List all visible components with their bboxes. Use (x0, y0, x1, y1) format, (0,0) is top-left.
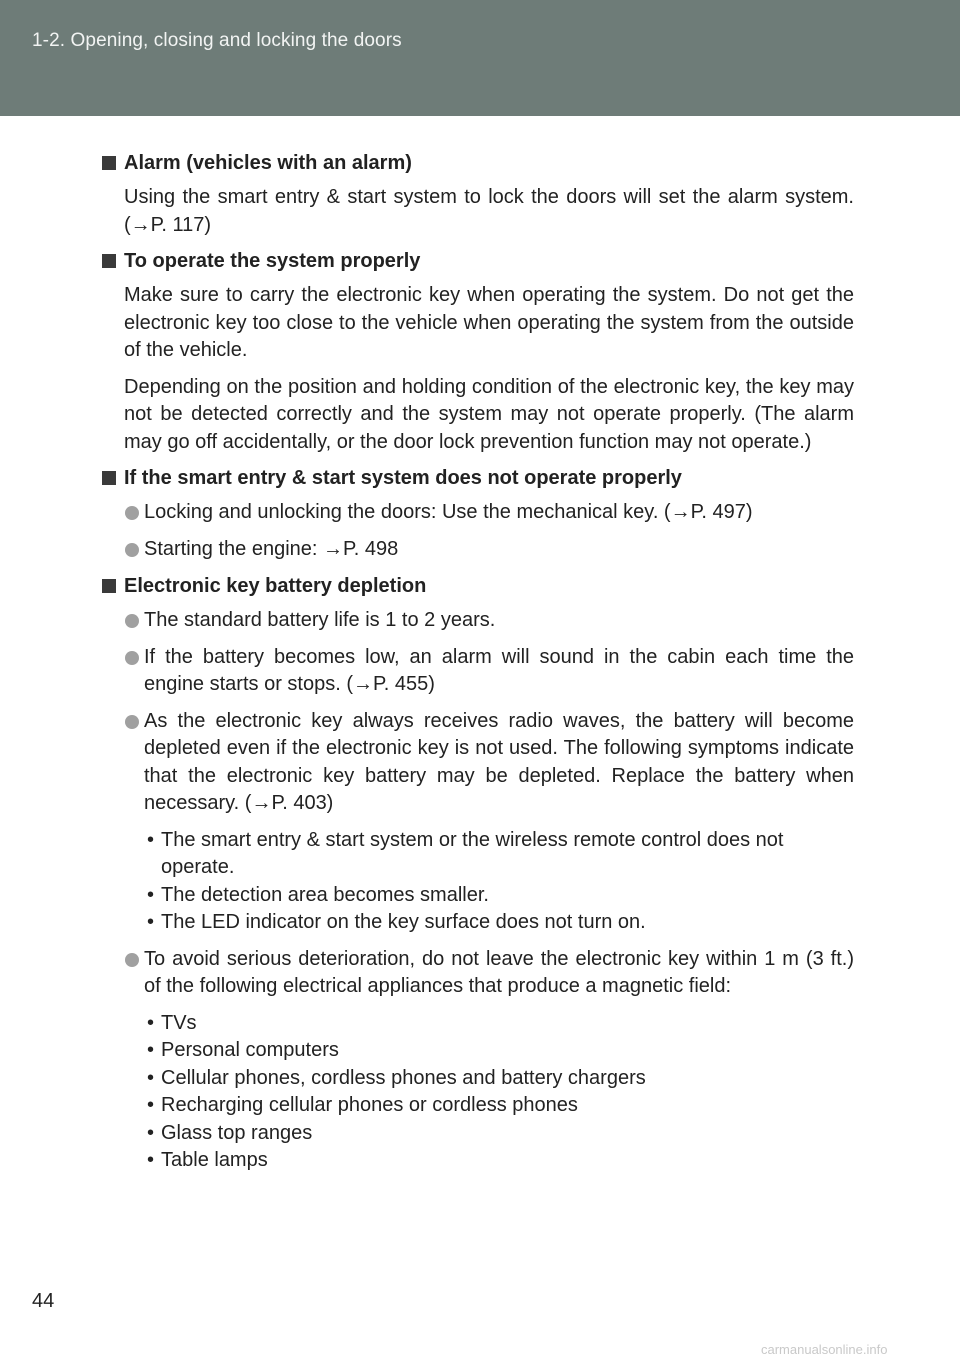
section-heading-text: Electronic key battery depletion (124, 575, 427, 597)
list-item (124, 708, 854, 818)
dot-bullet-icon: • (147, 1011, 155, 1034)
list-item-text: The standard battery life is 1 to 2 years. (144, 609, 496, 631)
symptom-text: The detection area becomes smaller. (161, 883, 489, 906)
appliance-list (144, 1010, 854, 1175)
list-item (124, 607, 854, 635)
symptom-text: The LED indicator on the key surface does not turn on. (161, 911, 646, 933)
symptom-item (144, 827, 854, 882)
appliance-text: Table lamps (161, 1149, 268, 1171)
appliance-text: Glass top ranges (161, 1121, 313, 1144)
page-content (102, 149, 854, 1184)
list-item (124, 536, 854, 564)
list-item (124, 644, 854, 699)
chapter-title: 1-2. Opening, closing and locking the doors (32, 30, 402, 51)
square-bullet-icon (102, 156, 116, 170)
dot-bullet-icon: • (147, 883, 155, 906)
section-heading-text: If the smart entry & start system does not operate properly (124, 467, 682, 489)
appliance-text: TVs (161, 1011, 197, 1034)
section-heading-not-operate (102, 464, 854, 492)
appliance-text: Recharging cellular phones or cordless phones (161, 1094, 578, 1116)
appliance-item (144, 1120, 854, 1148)
list-item-text: Starting the engine: →P. 498 (144, 537, 399, 560)
round-bullet-icon (125, 715, 139, 729)
dot-bullet-icon: • (147, 1094, 155, 1116)
appliance-item (144, 1010, 854, 1038)
dot-bullet-icon: • (147, 1149, 155, 1171)
dot-bullet-icon: • (147, 1039, 155, 1061)
page-number: 44 (32, 1290, 55, 1312)
appliance-item (144, 1092, 854, 1120)
appliance-item (144, 1037, 854, 1065)
round-bullet-icon (125, 543, 139, 557)
round-bullet-icon (125, 651, 139, 665)
list-item-text: If the battery becomes low, an alarm will sound in the cabin each time the engine starts or stops. (→P. 455) (144, 645, 854, 695)
paragraph: Using the smart entry & start system to lock the doors will set the alarm system. (→P. 117) (124, 186, 854, 236)
square-bullet-icon (102, 579, 116, 593)
dot-bullet-icon: • (147, 1066, 155, 1089)
list-item (124, 946, 854, 1001)
section-heading-alarm (102, 149, 854, 177)
symptom-text: The smart entry & start system or the wireless remote control does not operate. (161, 828, 784, 878)
symptom-list (144, 827, 854, 937)
round-bullet-icon (125, 953, 139, 967)
list-item (124, 499, 854, 527)
chapter-header-band (0, 0, 960, 116)
square-bullet-icon (102, 254, 116, 268)
dot-bullet-icon: • (147, 911, 155, 933)
list-item-text: Locking and unlocking the doors: Use the mechanical key. (→P. 497) (144, 501, 753, 523)
watermark: carmanualsonline.info (761, 1342, 888, 1357)
dot-bullet-icon: • (147, 1121, 155, 1144)
appliance-item (144, 1065, 854, 1093)
paragraph: Depending on the position and holding condition of the electronic key, the key may not be detected correctly and the system may not operate properly. (The alarm may go off accidentally, or the door lock prevention function may not operate.) (124, 375, 854, 453)
square-bullet-icon (102, 471, 116, 485)
symptom-item (144, 909, 854, 937)
list-item-text: To avoid serious deterioration, do not leave the electronic key within 1 m (3 ft.) of the following electrical appliances that produce a magnetic field: (144, 947, 854, 997)
section-heading-text: To operate the system properly (124, 250, 421, 272)
appliance-text: Personal computers (161, 1039, 339, 1061)
section-heading-battery-depletion (102, 572, 854, 600)
round-bullet-icon (125, 506, 139, 520)
section-heading-operate-properly (102, 247, 854, 275)
paragraph: Make sure to carry the electronic key when operating the system. Do not get the electronic key too close to the vehicle when operating the system from the outside of the vehicle. (124, 284, 854, 361)
appliance-text: Cellular phones, cordless phones and battery chargers (161, 1066, 646, 1089)
list-item-text: As the electronic key always receives radio waves, the battery will become depleted even if the electronic key is not used. The following symptoms indicate that the electronic key battery may be depleted. Replace the battery when necessary. (→P. 403) (144, 709, 854, 814)
round-bullet-icon (125, 614, 139, 628)
symptom-item (144, 882, 854, 910)
appliance-item (144, 1147, 854, 1175)
section-heading-text: Alarm (vehicles with an alarm) (124, 152, 412, 174)
dot-bullet-icon: • (147, 828, 155, 851)
